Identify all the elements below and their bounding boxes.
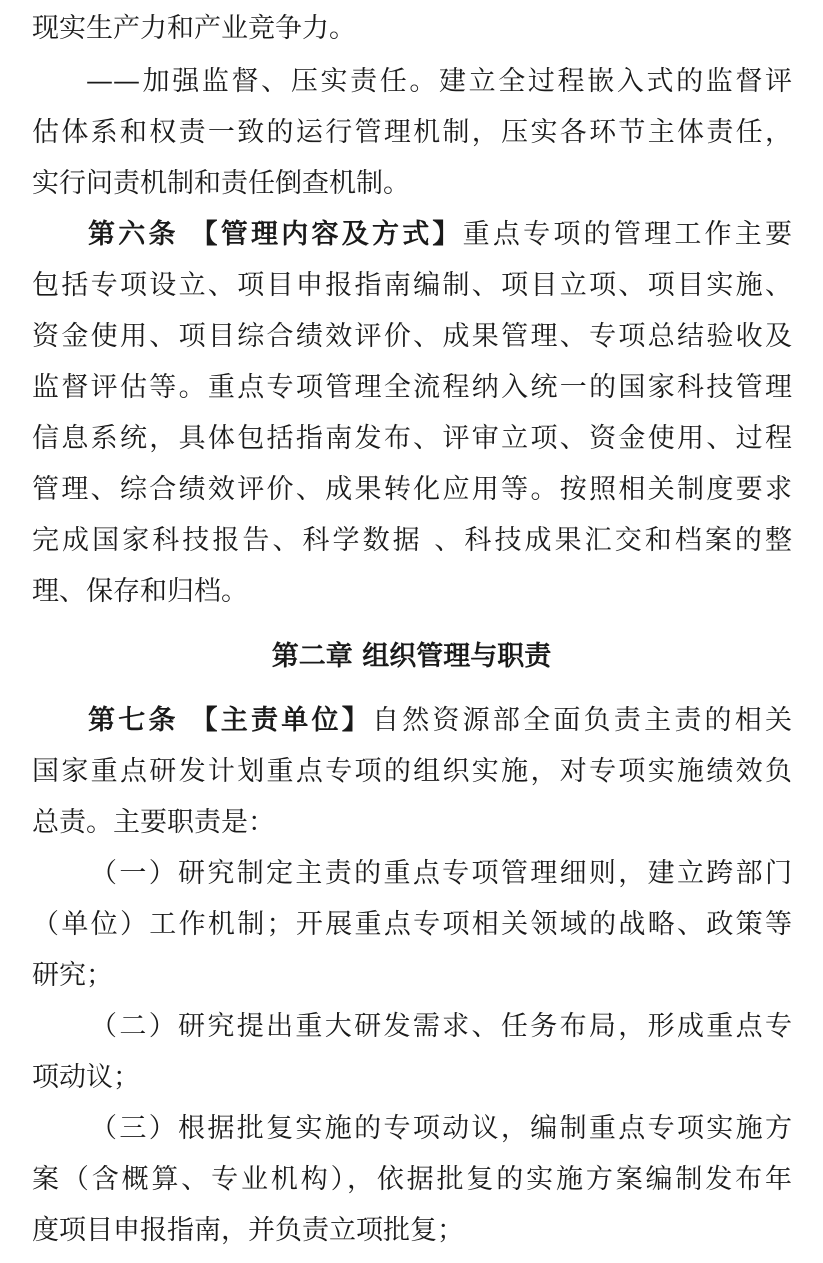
article-6-label: 第六条 [88, 219, 179, 250]
article-7-first-line [88, 707, 792, 734]
paragraph-line: 理、保存和归档。 [32, 576, 248, 607]
paragraph-line: 监督评估等。重点专项管理全流程纳入统一的国家科技管理 [32, 372, 792, 403]
article-6-text: 重点专项的管理工作主要 [462, 219, 793, 250]
list-item-line: （三）根据批复实施的专项动议，编制重点专项实施方 [90, 1113, 792, 1144]
paragraph-line: 实行问责机制和责任倒查机制。 [32, 168, 410, 199]
article-7-bracket-title: 【主责单位】 [190, 705, 372, 736]
paragraph-line: 现实生产力和产业竞争力。 [32, 13, 356, 44]
paragraph-line: 国家重点研发计划重点专项的组织实施，对专项实施绩效负 [32, 756, 792, 787]
paragraph-line: 估体系和权责一致的运行管理机制，压实各环节主体责任， [32, 117, 792, 148]
article-7-label: 第七条 [88, 705, 179, 736]
article-7-text: 自然资源部全面负责主责的相关 [371, 705, 793, 736]
paragraph-line: 信息系统，具体包括指南发布、评审立项、资金使用、过程 [32, 423, 792, 454]
list-item-line: 研究； [32, 960, 113, 991]
paragraph-line: 完成国家科技报告、科学数据 、科技成果汇交和档案的整 [32, 525, 792, 556]
list-item-line: 度项目申报指南，并负责立项批复； [32, 1215, 464, 1246]
article-6-first-line [88, 221, 792, 248]
paragraph-line: ——加强监督、压实责任。建立全过程嵌入式的监督评 [86, 66, 792, 97]
list-item-line: （单位）工作机制；开展重点专项相关领域的战略、政策等 [32, 909, 792, 940]
list-item-line: 案（含概算、专业机构），依据批复的实施方案编制发布年 [32, 1164, 792, 1195]
chapter-heading: 第二章 组织管理与职责 [271, 641, 552, 672]
article-6-bracket-title: 【管理内容及方式】 [190, 219, 463, 250]
list-item-line: （一）研究制定主责的重点专项管理细则，建立跨部门 [90, 858, 792, 889]
paragraph-line: 资金使用、项目综合绩效评价、成果管理、专项总结验收及 [32, 321, 792, 352]
paragraph-line: 包括专项设立、项目申报指南编制、项目立项、项目实施、 [32, 270, 792, 301]
paragraph-line: 总责。主要职责是： [32, 807, 275, 838]
list-item-line: （二）研究提出重大研发需求、任务布局，形成重点专 [90, 1011, 792, 1042]
paragraph-line: 管理、综合绩效评价、成果转化应用等。按照相关制度要求 [32, 474, 792, 505]
list-item-line: 项动议； [32, 1062, 140, 1093]
